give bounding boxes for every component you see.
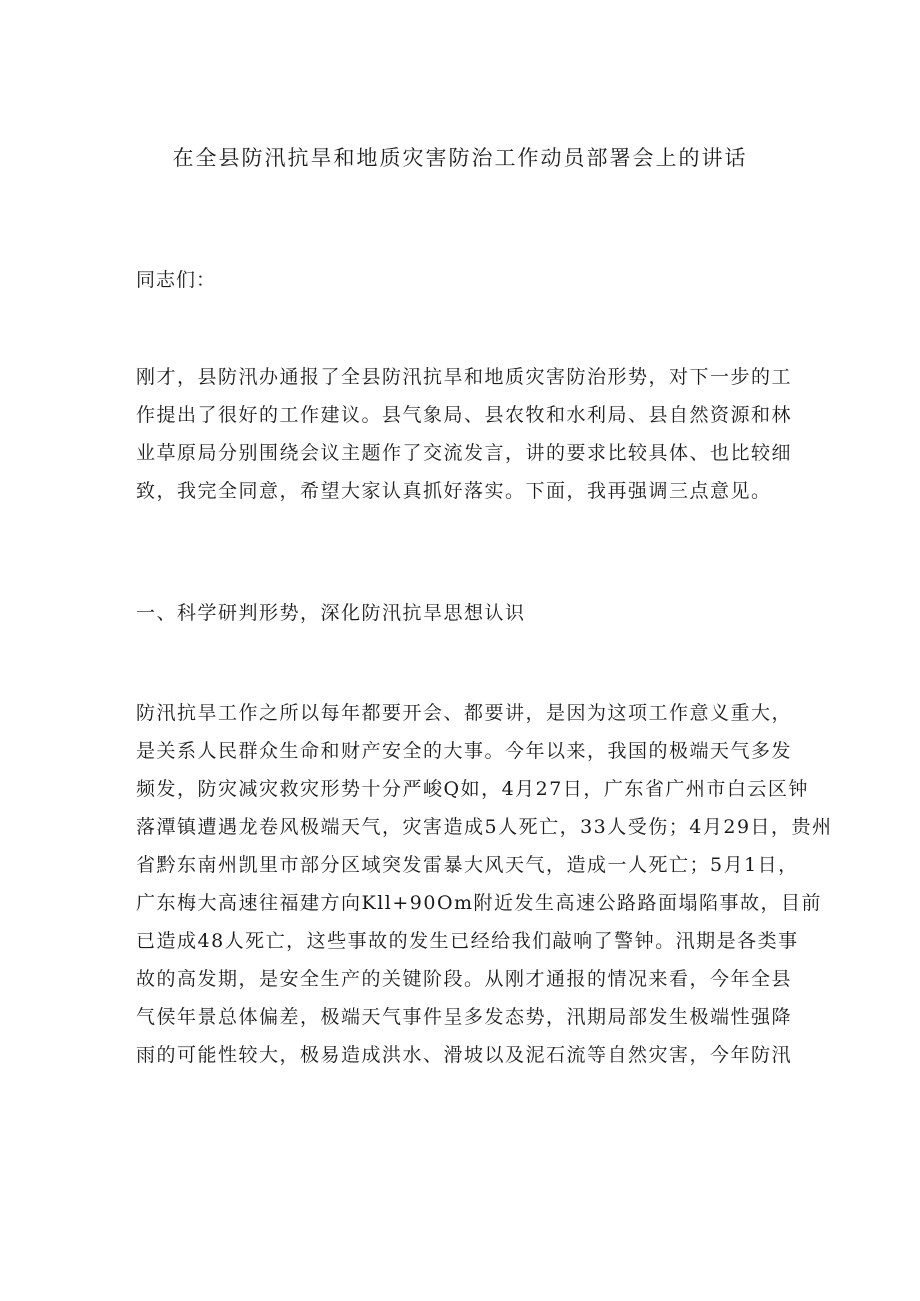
paragraph-line: 频发，防灾减灾救灾形势十分严峻Q如，4月27日，广东省广州市白云区钟 xyxy=(136,778,809,800)
document-title: 在全县防汛抗旱和地质灾害防治工作动员部署会上的讲话 xyxy=(172,146,748,170)
section-heading: 一、科学研判形势，深化防汛抗旱思想认识 xyxy=(136,602,526,624)
paragraph-line: 省黔东南州凯里市部分区域突发雷暴大风天气，造成一人死亡；5月1日， xyxy=(136,854,799,876)
paragraph-line: 刚才，县防汛办通报了全县防汛抗旱和地质灾害防治形势，对下一步的工 xyxy=(136,366,793,388)
paragraph-section1 xyxy=(136,694,833,1074)
paragraph-line: 雨的可能性较大，极易造成洪水、滑坡以及泥石流等自然灾害，今年防汛 xyxy=(136,1044,793,1066)
paragraph-line: 落潭镇遭遇龙卷风极端天气，灾害造成5人死亡，33人受伤；4月29日，贵州 xyxy=(136,816,833,838)
paragraph-line: 故的高发期，是安全生产的关键阶段。从刚才通报的情况来看，今年全县 xyxy=(136,968,793,990)
paragraph-opening xyxy=(136,358,793,510)
paragraph-line: 业草原局分别围绕会议主题作了交流发言，讲的要求比较具体、也比较细 xyxy=(136,442,793,464)
paragraph-line: 广东梅大高速往福建方向Kll+90Om附近发生高速公路路面塌陷事故，目前 xyxy=(136,892,823,914)
paragraph-line: 气侯年景总体偏差，极端天气事件呈多发态势，汛期局部发生极端性强降 xyxy=(136,1006,793,1028)
paragraph-line: 防汛抗旱工作之所以每年都要开会、都要讲，是因为这项工作意义重大， xyxy=(136,702,793,724)
paragraph-line: 致，我完全同意，希望大家认真抓好落实。下面，我再强调三点意见。 xyxy=(136,480,772,502)
salutation: 同志们： xyxy=(136,269,217,291)
paragraph-line: 已造成48人死亡，这些事故的发生已经给我们敲响了警钟。汛期是各类事 xyxy=(136,930,799,952)
paragraph-line: 是关系人民群众生命和财产安全的大事。今年以来，我国的极端天气多发 xyxy=(136,740,793,762)
paragraph-line: 作提出了很好的工作建议。县气象局、县农牧和水利局、县自然资源和林 xyxy=(136,404,793,426)
